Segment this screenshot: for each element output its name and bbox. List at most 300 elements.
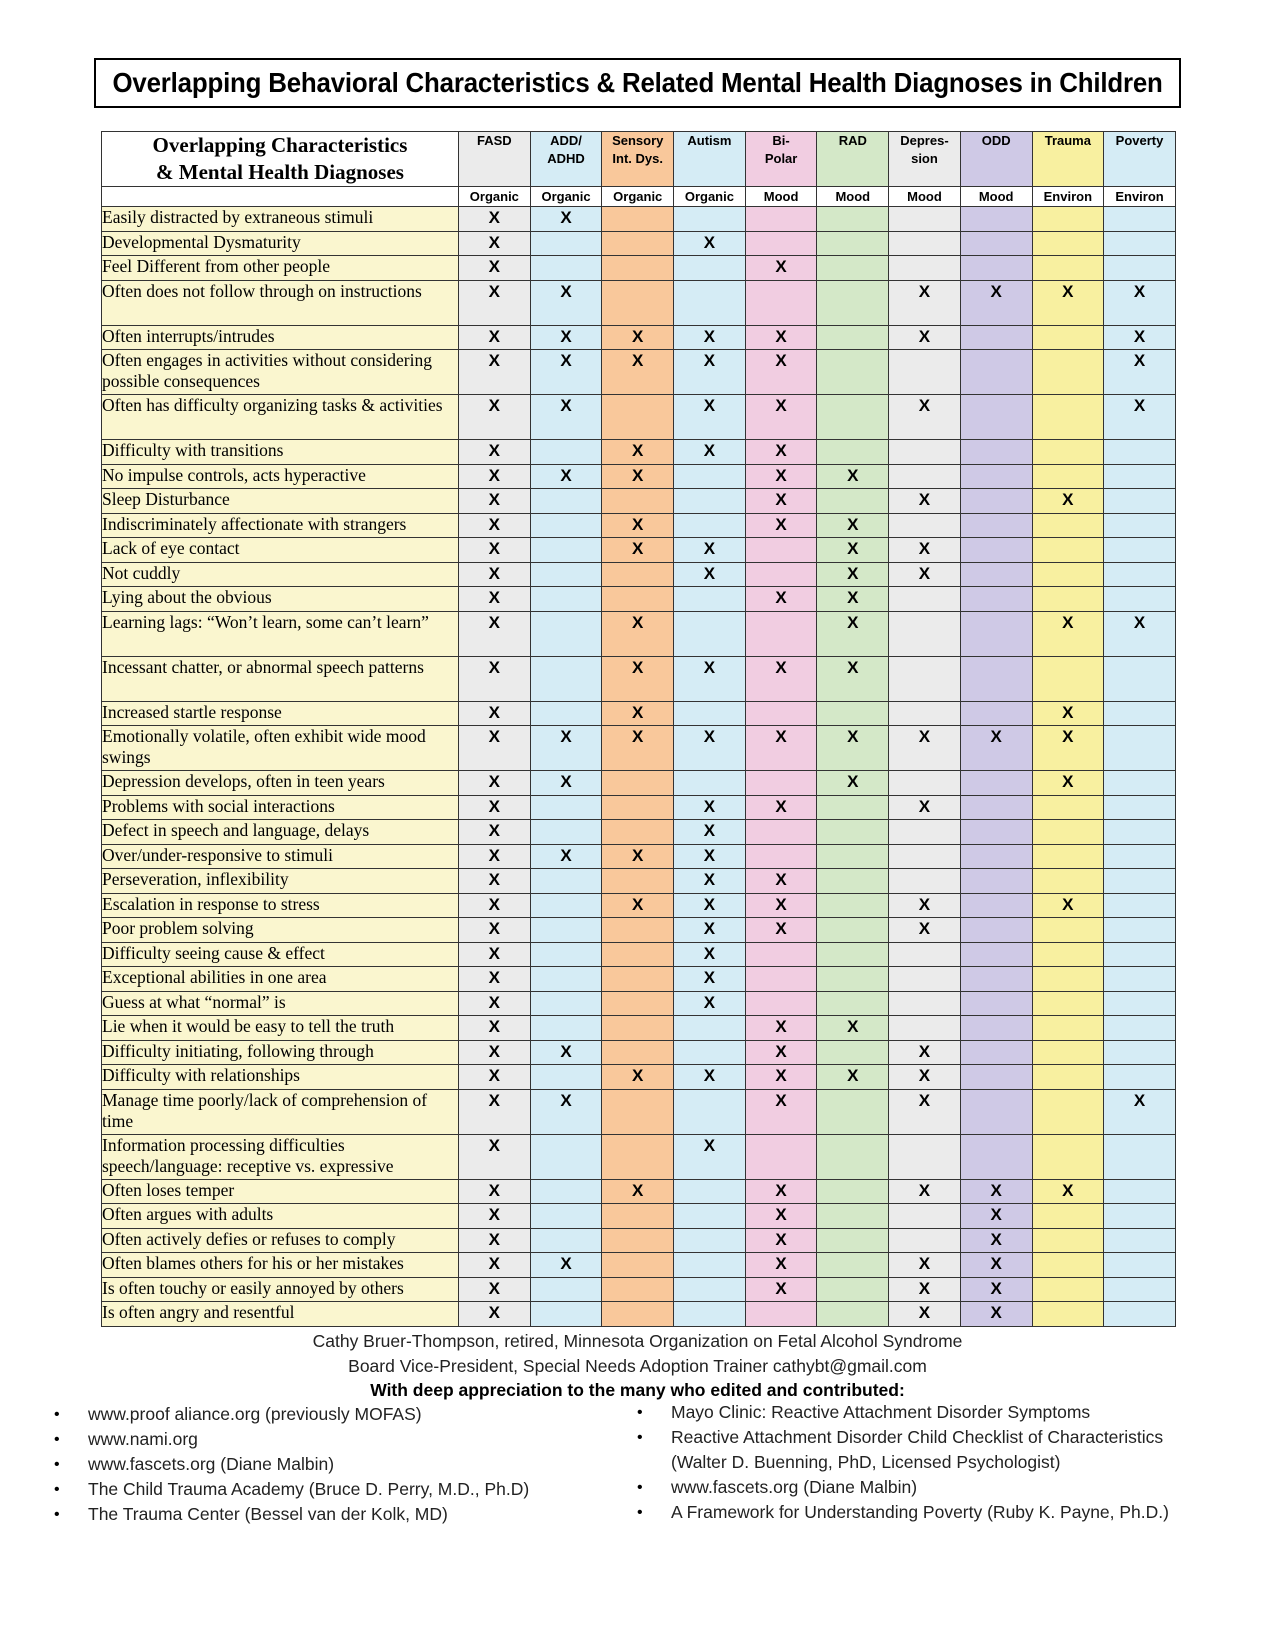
diagnosis-mark-cell: X — [530, 844, 602, 869]
diagnosis-mark-cell: X — [889, 1302, 961, 1327]
diagnosis-mark-cell: X — [459, 440, 531, 465]
table-row — [102, 395, 1176, 440]
diagnosis-mark-cell — [889, 869, 961, 894]
diagnosis-mark-cell: X — [1032, 280, 1104, 325]
characteristic-label: Often argues with adults — [102, 1204, 459, 1229]
diagnosis-mark-cell: X — [745, 1277, 817, 1302]
diagnosis-mark-cell — [817, 207, 889, 232]
diagnosis-mark-cell — [817, 820, 889, 845]
diagnosis-mark-cell — [1104, 726, 1176, 771]
diagnosis-mark-cell — [960, 701, 1032, 726]
characteristic-label: Problems with social interactions — [102, 795, 459, 820]
diagnosis-mark-cell: X — [674, 869, 746, 894]
diagnosis-mark-cell — [674, 1089, 746, 1134]
diagnosis-mark-cell: X — [530, 395, 602, 440]
diagnosis-mark-cell: X — [459, 1089, 531, 1134]
table-row — [102, 587, 1176, 612]
diagnosis-mark-cell: X — [459, 1134, 531, 1179]
diagnosis-mark-cell — [530, 893, 602, 918]
diagnosis-mark-cell — [889, 1204, 961, 1229]
diagnosis-mark-cell — [674, 611, 746, 656]
diagnosis-mark-cell — [1032, 1302, 1104, 1327]
diagnosis-mark-cell — [817, 1277, 889, 1302]
diagnosis-mark-cell — [1104, 489, 1176, 514]
diagnosis-mark-cell: X — [1104, 611, 1176, 656]
diagnosis-mark-cell — [530, 1065, 602, 1090]
table-row — [102, 513, 1176, 538]
diagnosis-mark-cell — [602, 562, 674, 587]
references-right-list — [637, 1400, 1169, 1525]
table-body — [102, 207, 1176, 1327]
diagnosis-mark-cell — [1104, 893, 1176, 918]
diagnosis-mark-cell — [1104, 464, 1176, 489]
reference-item: • www.fascets.org (Diane Malbin) — [54, 1452, 529, 1477]
diagnosis-mark-cell — [530, 587, 602, 612]
diagnosis-mark-cell — [530, 538, 602, 563]
diagnosis-mark-cell: X — [889, 918, 961, 943]
diagnosis-mark-cell — [1032, 325, 1104, 350]
diagnosis-mark-cell — [817, 1040, 889, 1065]
diagnosis-mark-cell — [1104, 513, 1176, 538]
table-row — [102, 771, 1176, 796]
diagnosis-mark-cell: X — [817, 587, 889, 612]
diagnosis-mark-cell — [1104, 1016, 1176, 1041]
diagnosis-mark-cell — [960, 256, 1032, 281]
diagnosis-mark-cell: X — [459, 280, 531, 325]
diagnosis-mark-cell: X — [602, 538, 674, 563]
characteristic-label: Difficulty initiating, following through — [102, 1040, 459, 1065]
diagnosis-mark-cell — [889, 701, 961, 726]
table-row — [102, 1089, 1176, 1134]
characteristic-label: Incessant chatter, or abnormal speech patterns — [102, 656, 459, 701]
diagnosis-mark-cell — [602, 395, 674, 440]
diagnosis-mark-cell: X — [745, 489, 817, 514]
diagnosis-mark-cell — [889, 820, 961, 845]
diagnosis-mark-cell: X — [602, 513, 674, 538]
table-row — [102, 1179, 1176, 1204]
diagnosis-mark-cell — [602, 1089, 674, 1134]
diagnosis-mark-cell — [1104, 1204, 1176, 1229]
diagnosis-mark-cell — [674, 256, 746, 281]
diagnosis-mark-cell — [817, 440, 889, 465]
column-category: Environ — [1032, 187, 1104, 207]
diagnosis-mark-cell — [817, 1204, 889, 1229]
diagnosis-mark-cell — [674, 207, 746, 232]
diagnosis-mark-cell — [1032, 395, 1104, 440]
reference-item: • www.proof aliance.org (previously MOFAS) — [54, 1402, 529, 1427]
diagnosis-mark-cell: X — [889, 489, 961, 514]
corner-heading-text: Overlapping Characteristics & Mental Health Diagnoses — [152, 133, 408, 184]
diagnosis-mark-cell — [889, 256, 961, 281]
characteristic-label: Poor problem solving — [102, 918, 459, 943]
diagnosis-mark-cell: X — [674, 918, 746, 943]
reference-item: • www.fascets.org (Diane Malbin) — [637, 1475, 1169, 1500]
diagnosis-mark-cell — [530, 1228, 602, 1253]
characteristic-label: Difficulty with relationships — [102, 1065, 459, 1090]
column-category: Mood — [817, 187, 889, 207]
diagnosis-mark-cell: X — [674, 1134, 746, 1179]
diagnosis-mark-cell: X — [745, 350, 817, 395]
column-category: Mood — [889, 187, 961, 207]
diagnosis-mark-cell — [745, 967, 817, 992]
diagnosis-mark-cell: X — [745, 1204, 817, 1229]
column-header-label: FASD — [477, 133, 512, 148]
diagnosis-mark-cell — [1104, 587, 1176, 612]
table-row — [102, 869, 1176, 894]
diagnosis-mark-cell — [530, 1204, 602, 1229]
diagnosis-mark-cell — [1104, 207, 1176, 232]
diagnosis-mark-cell — [1104, 795, 1176, 820]
diagnosis-mark-cell: X — [602, 656, 674, 701]
diagnosis-mark-cell: X — [889, 280, 961, 325]
diagnosis-mark-cell — [602, 587, 674, 612]
characteristic-label: No impulse controls, acts hyperactive — [102, 464, 459, 489]
diagnosis-mark-cell — [817, 893, 889, 918]
diagnosis-mark-cell — [530, 869, 602, 894]
table-row — [102, 1134, 1176, 1179]
diagnosis-mark-cell: X — [889, 1277, 961, 1302]
document-title-box — [94, 58, 1181, 108]
diagnosis-mark-cell — [817, 942, 889, 967]
diagnosis-mark-cell — [889, 1134, 961, 1179]
diagnosis-mark-cell — [745, 207, 817, 232]
footer-credit-line-2: Board Vice-President, Special Needs Adoption Trainer cathybt@gmail.com — [348, 1356, 927, 1376]
characteristic-label: Difficulty seeing cause & effect — [102, 942, 459, 967]
column-header — [459, 132, 531, 187]
diagnosis-mark-cell: X — [745, 325, 817, 350]
diagnosis-mark-cell — [674, 1253, 746, 1278]
diagnosis-mark-cell: X — [530, 1040, 602, 1065]
diagnosis-mark-cell: X — [817, 562, 889, 587]
diagnosis-mark-cell — [530, 489, 602, 514]
diagnosis-mark-cell: X — [745, 587, 817, 612]
diagnosis-mark-cell: X — [459, 350, 531, 395]
diagnosis-mark-cell: X — [745, 1089, 817, 1134]
diagnosis-mark-cell — [530, 701, 602, 726]
characteristic-label: Developmental Dysmaturity — [102, 231, 459, 256]
diagnosis-mark-cell: X — [602, 1179, 674, 1204]
characteristic-label: Information processing difficulties speech/language: receptive vs. expressive — [102, 1134, 459, 1179]
diagnosis-mark-cell: X — [459, 942, 531, 967]
diagnosis-mark-cell — [1032, 795, 1104, 820]
diagnosis-mark-cell: X — [817, 538, 889, 563]
reference-item: • The Trauma Center (Bessel van der Kolk, MD) — [54, 1502, 529, 1527]
table-row — [102, 562, 1176, 587]
diagnosis-mark-cell — [817, 325, 889, 350]
diagnosis-mark-cell — [960, 869, 1032, 894]
characteristic-label: Lie when it would be easy to tell the truth — [102, 1016, 459, 1041]
diagnosis-mark-cell — [817, 395, 889, 440]
diagnosis-mark-cell: X — [889, 395, 961, 440]
characteristic-label: Often actively defies or refuses to comply — [102, 1228, 459, 1253]
diagnosis-mark-cell: X — [1104, 395, 1176, 440]
diagnosis-mark-cell: X — [459, 795, 531, 820]
diagnosis-mark-cell — [889, 1016, 961, 1041]
diagnosis-mark-cell: X — [889, 562, 961, 587]
diagnosis-mark-cell — [1032, 207, 1104, 232]
diagnosis-mark-cell — [889, 231, 961, 256]
diagnosis-mark-cell: X — [674, 440, 746, 465]
diagnosis-mark-cell — [817, 489, 889, 514]
diagnosis-mark-cell: X — [459, 587, 531, 612]
diagnosis-mark-cell — [1104, 771, 1176, 796]
table-row — [102, 918, 1176, 943]
diagnosis-mark-cell — [745, 991, 817, 1016]
diagnosis-mark-cell: X — [674, 726, 746, 771]
diagnosis-mark-cell — [817, 795, 889, 820]
diagnosis-mark-cell — [889, 350, 961, 395]
diagnosis-mark-cell — [817, 1179, 889, 1204]
diagnosis-mark-cell — [1032, 1253, 1104, 1278]
characteristic-label: Often does not follow through on instructions — [102, 280, 459, 325]
diagnosis-mark-cell — [745, 1134, 817, 1179]
diagnosis-mark-cell — [674, 1302, 746, 1327]
diagnosis-mark-cell: X — [530, 464, 602, 489]
diagnosis-mark-cell: X — [602, 893, 674, 918]
column-header — [530, 132, 602, 187]
diagnosis-mark-cell: X — [602, 844, 674, 869]
diagnosis-mark-cell: X — [745, 795, 817, 820]
table-row — [102, 350, 1176, 395]
diagnosis-mark-cell — [602, 967, 674, 992]
diagnosis-mark-cell: X — [889, 325, 961, 350]
diagnosis-mark-cell: X — [745, 1016, 817, 1041]
diagnosis-mark-cell — [1104, 942, 1176, 967]
diagnosis-mark-cell — [960, 1089, 1032, 1134]
diagnosis-mark-cell: X — [1032, 611, 1104, 656]
table-row — [102, 942, 1176, 967]
table-corner-heading — [102, 132, 459, 187]
diagnosis-mark-cell — [530, 1179, 602, 1204]
diagnosis-mark-cell — [1032, 1228, 1104, 1253]
table-row — [102, 440, 1176, 465]
diagnosis-mark-cell: X — [1032, 893, 1104, 918]
diagnosis-mark-cell — [1032, 1065, 1104, 1090]
diagnosis-mark-cell: X — [960, 1228, 1032, 1253]
column-category: Organic — [530, 187, 602, 207]
diagnosis-mark-cell — [1104, 991, 1176, 1016]
table-row — [102, 231, 1176, 256]
diagnosis-mark-cell — [1032, 587, 1104, 612]
diagnosis-mark-cell: X — [459, 1253, 531, 1278]
diagnosis-mark-cell — [960, 231, 1032, 256]
diagnosis-mark-cell: X — [674, 231, 746, 256]
diagnosis-mark-cell: X — [1104, 1089, 1176, 1134]
diagnosis-mark-cell — [602, 1040, 674, 1065]
reference-item: • The Child Trauma Academy (Bruce D. Perry, M.D., Ph.D) — [54, 1477, 529, 1502]
diagnosis-mark-cell: X — [745, 513, 817, 538]
reference-item: • A Framework for Understanding Poverty (Ruby K. Payne, Ph.D.) — [637, 1500, 1169, 1525]
column-category: Mood — [745, 187, 817, 207]
diagnosis-mark-cell: X — [459, 489, 531, 514]
diagnosis-mark-cell — [745, 820, 817, 845]
diagnosis-mark-cell — [889, 844, 961, 869]
table-row — [102, 1065, 1176, 1090]
diagnosis-mark-cell — [1032, 538, 1104, 563]
diagnosis-mark-cell: X — [459, 918, 531, 943]
characteristic-label: Is often angry and resentful — [102, 1302, 459, 1327]
diagnosis-mark-cell — [817, 991, 889, 1016]
diagnosis-mark-cell: X — [459, 991, 531, 1016]
diagnosis-mark-cell — [602, 1134, 674, 1179]
diagnosis-mark-cell: X — [745, 1040, 817, 1065]
diagnosis-mark-cell — [960, 1065, 1032, 1090]
diagnosis-mark-cell — [602, 280, 674, 325]
diagnosis-mark-cell — [745, 1302, 817, 1327]
characteristic-label: Manage time poorly/lack of comprehension of time — [102, 1089, 459, 1134]
characteristic-label: Is often touchy or easily annoyed by others — [102, 1277, 459, 1302]
diagnosis-mark-cell: X — [889, 538, 961, 563]
diagnosis-mark-cell — [674, 587, 746, 612]
diagnosis-mark-cell — [602, 869, 674, 894]
diagnosis-mark-cell — [745, 942, 817, 967]
diagnosis-mark-cell — [889, 464, 961, 489]
diagnosis-mark-cell — [602, 489, 674, 514]
characteristic-label: Defect in speech and language, delays — [102, 820, 459, 845]
column-header — [889, 132, 961, 187]
diagnosis-mark-cell — [530, 967, 602, 992]
diagnosis-mark-cell: X — [745, 1065, 817, 1090]
diagnosis-mark-cell — [960, 656, 1032, 701]
diagnosis-mark-cell: X — [674, 844, 746, 869]
diagnosis-mark-cell: X — [459, 1065, 531, 1090]
diagnosis-mark-cell — [960, 771, 1032, 796]
table-row — [102, 325, 1176, 350]
characteristic-label: Learning lags: “Won’t learn, some can’t learn” — [102, 611, 459, 656]
diagnosis-mark-cell: X — [459, 562, 531, 587]
diagnosis-mark-cell — [602, 1277, 674, 1302]
diagnosis-mark-cell: X — [459, 893, 531, 918]
diagnosis-mark-cell: X — [459, 1040, 531, 1065]
diagnosis-mark-cell — [1032, 1089, 1104, 1134]
diagnosis-mark-cell: X — [674, 893, 746, 918]
diagnosis-mark-cell: X — [530, 1089, 602, 1134]
diagnosis-mark-cell — [960, 991, 1032, 1016]
diagnosis-mark-cell — [889, 991, 961, 1016]
diagnosis-mark-cell — [817, 967, 889, 992]
diagnosis-mark-cell — [889, 656, 961, 701]
diagnosis-mark-cell: X — [960, 1204, 1032, 1229]
diagnosis-mark-cell — [530, 820, 602, 845]
diagnosis-mark-cell: X — [674, 656, 746, 701]
diagnosis-mark-cell: X — [745, 893, 817, 918]
characteristic-label: Feel Different from other people — [102, 256, 459, 281]
table-row — [102, 820, 1176, 845]
diagnosis-mark-cell — [960, 820, 1032, 845]
diagnosis-mark-cell — [889, 771, 961, 796]
table-row — [102, 726, 1176, 771]
diagnosis-mark-cell — [1032, 231, 1104, 256]
diagnosis-mark-cell — [960, 538, 1032, 563]
diagnosis-mark-cell — [817, 869, 889, 894]
column-header-label: Sensory Int. Dys. — [612, 133, 664, 166]
diagnosis-mark-cell — [889, 1228, 961, 1253]
diagnosis-mark-cell: X — [889, 1040, 961, 1065]
diagnosis-mark-cell — [1104, 1253, 1176, 1278]
characteristic-label: Often interrupts/intrudes — [102, 325, 459, 350]
column-header-label: Poverty — [1115, 133, 1164, 148]
diagnosis-mark-cell — [960, 562, 1032, 587]
characteristic-label: Increased startle response — [102, 701, 459, 726]
diagnosis-mark-cell — [1104, 1040, 1176, 1065]
diagnosis-mark-cell — [960, 207, 1032, 232]
diagnosis-mark-cell — [960, 918, 1032, 943]
characteristic-label: Lack of eye contact — [102, 538, 459, 563]
diagnosis-mark-cell: X — [459, 513, 531, 538]
references-left-list — [54, 1402, 529, 1527]
column-header — [960, 132, 1032, 187]
diagnosis-mark-cell — [1032, 656, 1104, 701]
diagnosis-mark-cell: X — [459, 325, 531, 350]
diagnosis-mark-cell: X — [530, 350, 602, 395]
diagnosis-mark-cell — [1104, 918, 1176, 943]
diagnosis-mark-cell: X — [674, 991, 746, 1016]
characteristic-label: Exceptional abilities in one area — [102, 967, 459, 992]
diagnosis-mark-cell — [1104, 231, 1176, 256]
diagnosis-mark-cell: X — [459, 1204, 531, 1229]
diagnosis-mark-cell — [889, 967, 961, 992]
diagnosis-mark-cell: X — [602, 611, 674, 656]
diagnosis-mark-cell — [1032, 820, 1104, 845]
diagnosis-mark-cell — [745, 231, 817, 256]
diagnosis-mark-cell — [817, 1089, 889, 1134]
diagnosis-mark-cell: X — [602, 701, 674, 726]
characteristic-label: Often has difficulty organizing tasks & activities — [102, 395, 459, 440]
diagnosis-mark-cell — [817, 918, 889, 943]
table-row — [102, 464, 1176, 489]
diagnosis-mark-cell — [602, 918, 674, 943]
table-row — [102, 489, 1176, 514]
diagnosis-mark-cell — [817, 231, 889, 256]
table-row — [102, 1253, 1176, 1278]
diagnosis-mark-cell: X — [459, 1179, 531, 1204]
diagnosis-mark-cell — [1032, 513, 1104, 538]
diagnosis-mark-cell — [674, 464, 746, 489]
diagnosis-mark-cell: X — [745, 656, 817, 701]
diagnosis-mark-cell: X — [817, 611, 889, 656]
characteristic-label: Over/under-responsive to stimuli — [102, 844, 459, 869]
characteristic-label: Often loses temper — [102, 1179, 459, 1204]
diagnosis-mark-cell — [960, 440, 1032, 465]
diagnosis-mark-cell: X — [674, 820, 746, 845]
diagnosis-mark-cell — [960, 489, 1032, 514]
diagnosis-mark-cell — [602, 820, 674, 845]
table-row — [102, 893, 1176, 918]
diagnosis-mark-cell — [1104, 1277, 1176, 1302]
diagnosis-mark-cell: X — [1032, 726, 1104, 771]
diagnosis-mark-cell — [674, 489, 746, 514]
characteristic-label: Often blames others for his or her mistakes — [102, 1253, 459, 1278]
diagnosis-mark-cell: X — [1104, 325, 1176, 350]
diagnosis-mark-cell — [530, 942, 602, 967]
diagnosis-mark-cell: X — [602, 464, 674, 489]
diagnosis-mark-cell: X — [1104, 350, 1176, 395]
diagnosis-mark-cell: X — [745, 395, 817, 440]
diagnosis-mark-cell: X — [459, 869, 531, 894]
diagnosis-mark-cell: X — [530, 771, 602, 796]
table-row — [102, 280, 1176, 325]
column-header — [602, 132, 674, 187]
diagnosis-mark-cell — [530, 1134, 602, 1179]
diagnosis-mark-cell: X — [1032, 489, 1104, 514]
diagnosis-mark-cell: X — [674, 395, 746, 440]
table-header-row — [102, 132, 1176, 187]
diagnosis-mark-cell: X — [745, 440, 817, 465]
diagnosis-mark-cell — [1032, 1016, 1104, 1041]
diagnosis-mark-cell — [530, 1016, 602, 1041]
diagnosis-mark-cell: X — [889, 795, 961, 820]
diagnosis-mark-cell: X — [459, 1016, 531, 1041]
